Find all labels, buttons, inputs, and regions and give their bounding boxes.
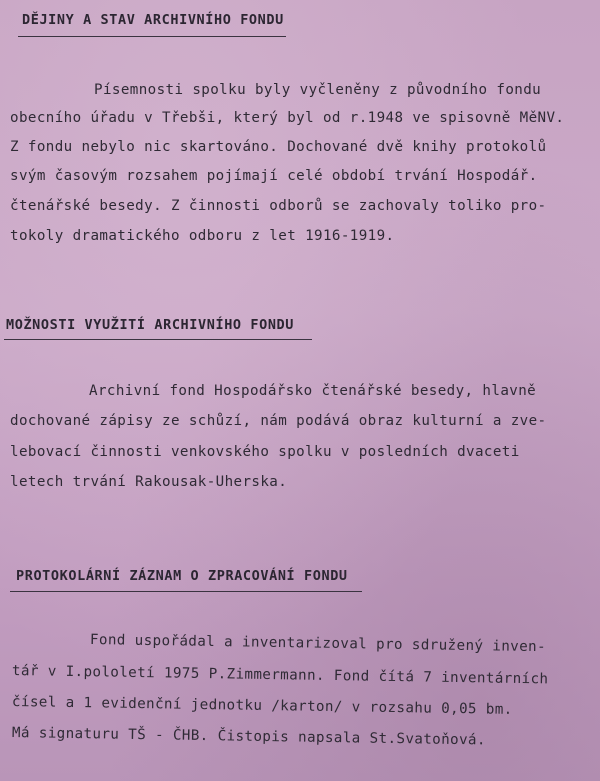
paragraph-line: čtenářské besedy. Z činnosti odborů se zachovaly toliko pro- — [10, 198, 547, 214]
paragraph-line: Archivní fond Hospodářsko čtenářské besedy, hlavně — [89, 383, 537, 399]
heading-underline — [18, 36, 286, 37]
paragraph-line: svým časovým rozsahem pojímají celé období trvání Hospodář. — [10, 168, 538, 184]
paragraph-line: tokoly dramatického odboru z let 1916-1919. — [10, 228, 395, 244]
section-heading-history: DĚJINY A STAV ARCHIVNÍHO FONDU — [22, 12, 284, 28]
paragraph-line: lebovací činnosti venkovského spolku v posledních dvaceti — [10, 444, 520, 460]
section-heading-processing-record: PROTOKOLÁRNÍ ZÁZNAM O ZPRACOVÁNÍ FONDU — [16, 568, 348, 584]
paragraph-line: letech trvání Rakousak-Uherska. — [10, 474, 288, 490]
paragraph-line: obecního úřadu v Třebši, který byl od r.1948 ve spisovně MěNV. — [10, 110, 565, 126]
paragraph-line: tář v I.pololetí 1975 P.Zimmermann. Fond čítá 7 inventárních — [11, 663, 549, 688]
paragraph-line: Z fondu nebylo nic skartováno. Dochované dvě knihy protokolů — [10, 139, 547, 155]
paragraph-line: čísel a 1 evidenční jednotku /karton/ v rozsahu 0,05 bm. — [11, 694, 513, 718]
paragraph-line: Písemnosti spolku byly vyčleněny z původního fondu — [94, 82, 542, 98]
heading-underline — [10, 591, 362, 592]
paragraph-line: dochované zápisy ze schůzí, nám podává obraz kulturní a zve- — [10, 413, 547, 429]
paragraph-line: Fond uspořádal a inventarizoval pro sdružený inven- — [89, 632, 547, 656]
heading-underline — [4, 339, 312, 340]
section-heading-possibilities: MOŽNOSTI VYUŽITÍ ARCHIVNÍHO FONDU — [6, 317, 295, 333]
paragraph-line: Má signaturu TŠ - ČHB. Čistopis napsala St.Svatoňová. — [11, 725, 486, 749]
